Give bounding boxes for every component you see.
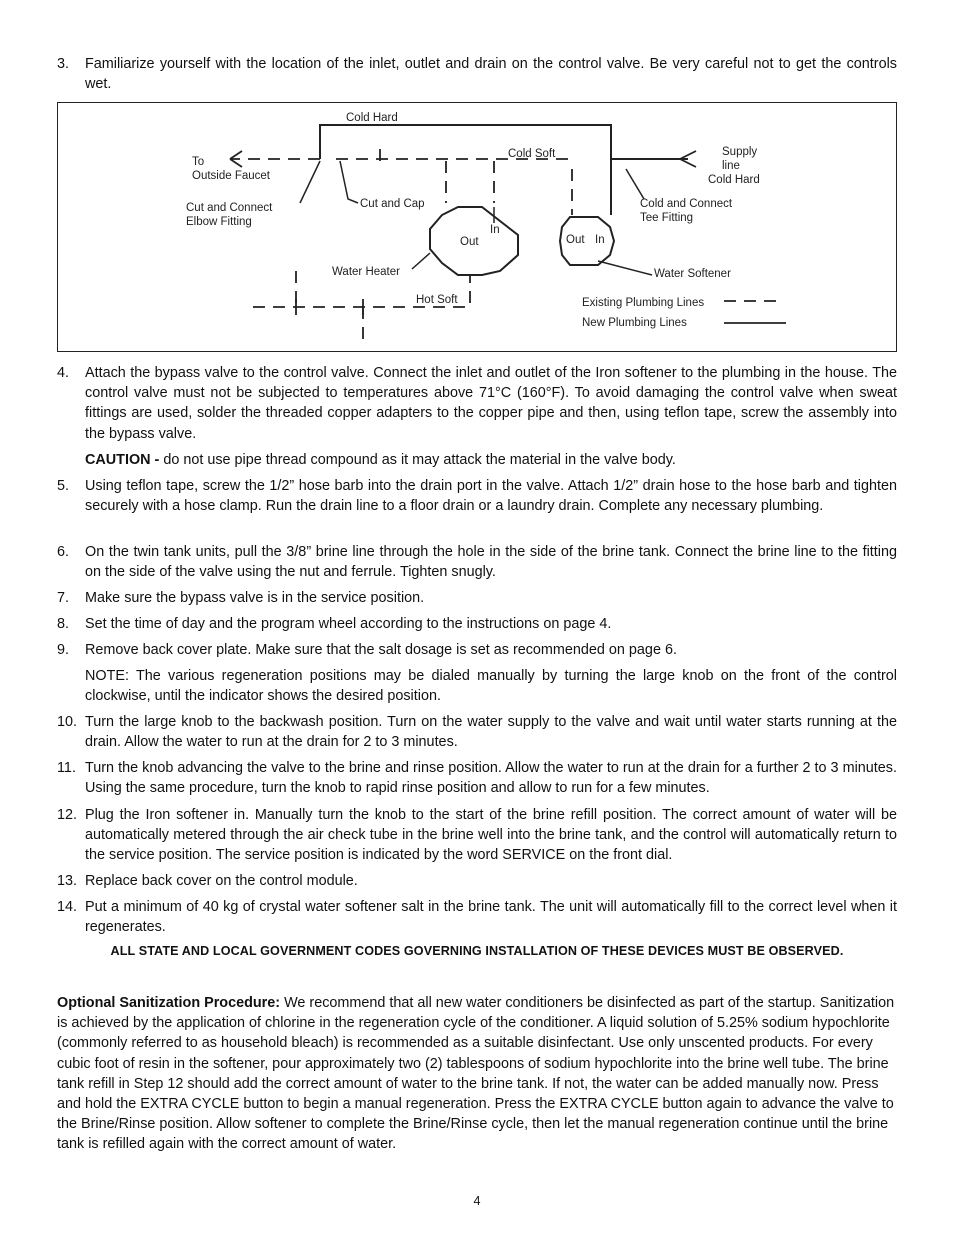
label-in-heater: In	[490, 224, 500, 236]
step-text: Attach the bypass valve to the control valve. Connect the inlet and outlet of the Iron softener to the plumbing in the house. The control valve must not be subjected to temperatures above 71°C (160°F). To avoid damaging the control valve when sweat fittings are used, solder the threaded copper adapters to the copper pipe and then, using teflon tape, screw the assembly into the bypass valve.	[85, 365, 897, 442]
label-out-softener: Out	[566, 234, 585, 246]
page-number: 4	[473, 1194, 481, 1208]
label-cut-connect: Cut and Connect	[186, 202, 273, 214]
step-number: 12.	[57, 807, 78, 823]
sanitization-label: Optional Sanitization Procedure:	[57, 995, 281, 1011]
step-number: 10.	[57, 714, 78, 730]
label-to: To	[192, 156, 205, 168]
legend-new: New Plumbing Lines	[582, 317, 687, 329]
step-text: Make sure the bypass valve is in the service position.	[85, 590, 425, 606]
step-text: Remove back cover plate. Make sure that the salt dosage is set as recommended on page 6.	[85, 642, 677, 658]
step-9	[57, 640, 897, 660]
step-number: 7.	[57, 590, 70, 606]
label-cold-soft: Cold Soft	[508, 148, 556, 160]
step-10	[57, 712, 897, 752]
step-number: 14.	[57, 899, 78, 915]
caution-text: do not use pipe thread compound as it may attack the material in the valve body.	[159, 452, 676, 468]
step-number: 11.	[57, 760, 76, 776]
step-text: On the twin tank units, pull the 3/8” brine line through the hole in the side of the brine tank. Connect the brine line to the fitting on the side of the valve using the nut and ferrule. Tighten snugly.	[85, 544, 897, 581]
step-number: 4.	[57, 365, 70, 381]
step-8	[57, 614, 897, 634]
step-14	[57, 897, 897, 937]
cold-hard-pipe	[320, 125, 611, 159]
label-in-softener: In	[595, 234, 605, 246]
label-cold-hard: Cold Hard	[346, 112, 398, 124]
step-text: Put a minimum of 40 kg of crystal water softener salt in the brine tank. The unit will automatically fill to the correct level when it regenerates.	[85, 899, 897, 936]
sanitization-text: We recommend that all new water conditioners be disinfected as part of the startup. Sanitization is achieved by the application of chlorine in the regeneration cycle of the conditioner. A liquid solution of 5.25% sodium hypochlorite (commonly referred to as household bleach) is recommended as a suitable disinfectant. Use only unscented products. For every cubic foot of resin in the softener, pour approximately two (2) tablespoons of sodium hypochlorite into the brine well tube. The brine tank refill in Step 12 should add the correct amount of water to the brine tank. If not, the water can be added manually now. Press and hold the EXTRA CYCLE button to begin a manual regeneration. Press the EXTRA CYCLE button again to advance the valve to the Brine/Rinse position. Allow softener to complete the Brine/Rinse cycle, then let the manual regeneration continue until the brine tank is refilled again with the correct amount of water.	[57, 995, 895, 1153]
step-13	[57, 871, 897, 891]
caution-label: CAUTION -	[85, 452, 160, 468]
regeneration-note: NOTE: The various regeneration positions may be dialed manually by turning the large knob on the front of the control clockwise, until the indicator shows the desired position.	[85, 668, 897, 705]
label-out-heater: Out	[460, 236, 479, 248]
sanitization-procedure	[57, 993, 897, 1155]
label-elbow-fitting: Elbow Fitting	[186, 216, 252, 228]
label-supply: Supply	[722, 146, 758, 158]
legend-existing: Existing Plumbing Lines	[582, 297, 705, 309]
step-5	[57, 476, 897, 516]
step-6	[57, 542, 897, 582]
step-number: 8.	[57, 616, 70, 632]
step-number: 9.	[57, 642, 70, 658]
plumbing-diagram	[57, 102, 897, 352]
step-3	[57, 54, 897, 94]
step-7	[57, 588, 897, 608]
label-water-softener: Water Softener	[654, 268, 731, 280]
step-number: 6.	[57, 544, 70, 560]
label-tee-fitting: Tee Fitting	[640, 212, 694, 224]
step-text: Using teflon tape, screw the 1/2” hose barb into the drain port in the valve. Attach 1/2” drain hose to the hose barb and tighten securely with a hose clamp. Run the drain line to a floor drain or a laundry drain. Complete any necessary plumbing.	[85, 478, 897, 515]
step-number: 13.	[57, 873, 78, 889]
caution-note	[85, 450, 897, 470]
step-11	[57, 758, 897, 798]
step-text: Turn the knob advancing the valve to the brine and rinse position. Allow the water to run at the drain for a further 2 to 3 minutes. Using the same procedure, turn the knob to rapid rinse position and allow to run for a few minutes.	[85, 760, 897, 797]
step-number: 5.	[57, 478, 70, 494]
plumbing-diagram-svg	[58, 103, 898, 353]
step-12	[57, 805, 897, 866]
step-text: Familiarize yourself with the location of the inlet, outlet and drain on the control valve. Be very careful not to get the controls wet.	[85, 56, 897, 93]
label-line: line	[722, 160, 740, 172]
step-text: Plug the Iron softener in. Manually turn the knob to the start of the brine refill position. The correct amount of water will be automatically metered through the air check tube in the brine well into the brine tank, and the control will automatically return to the service position. The service position is indicated by the word SERVICE on the front dial.	[85, 807, 897, 864]
step-4	[57, 363, 897, 444]
label-cold-connect: Cold and Connect	[640, 198, 733, 210]
step-text: Replace back cover on the control module.	[85, 873, 358, 889]
step-text: Set the time of day and the program wheel according to the instructions on page 4.	[85, 616, 612, 632]
label-cut-cap: Cut and Cap	[360, 198, 425, 210]
step-text: Turn the large knob to the backwash position. Turn on the water supply to the valve and wait until water starts running at the drain. Allow the water to run at the drain for 2 to 3 minutes.	[85, 714, 897, 751]
step-number: 3.	[57, 56, 70, 72]
label-supply-cold-hard: Cold Hard	[708, 174, 760, 186]
label-hot-soft: Hot Soft	[416, 294, 458, 306]
codes-notice: ALL STATE AND LOCAL GOVERNMENT CODES GOVERNING INSTALLATION OF THESE DEVICES MUST BE OBSERVED.	[110, 944, 844, 958]
label-outside-faucet: Outside Faucet	[192, 170, 270, 182]
label-water-heater: Water Heater	[332, 266, 400, 278]
